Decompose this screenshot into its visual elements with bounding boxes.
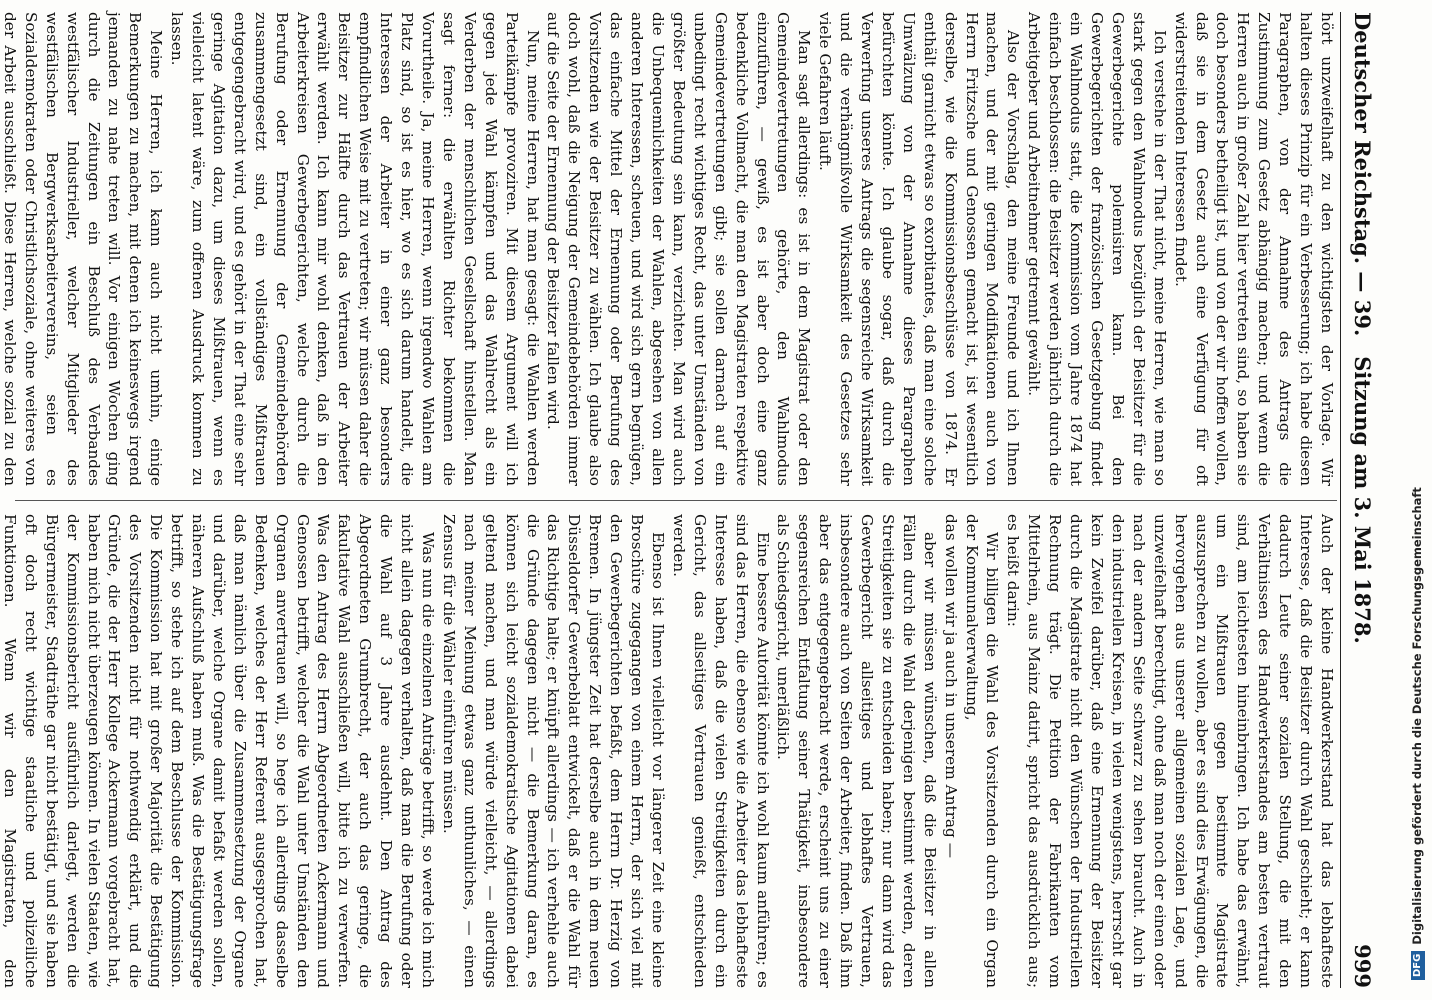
- right-interjection: das wollen wir ja auch in unserem Antrag —: [941, 514, 960, 858]
- right-text-column: [0, 514, 1337, 988]
- header-publication: Deutscher Reichstag. — 39.: [1350, 12, 1375, 337]
- right-paragraph: Auch der kleine Handwerkerstand hat das lebhafteste Interesse, daß die Beisitzer durch Wahl geschieht; er kann dadurch Leute seiner sozialen Stellung, die mit den Verhältnissen des Handwerkerstandes am besten vertraut sind, am leichtesten hineinbringen. Ich habe das erwähnt, um ein Mißtrauen gegen bestimmte Magistrate auszusprechen zu wollen, aber es sind dies Erwägungen, die hervorgehen aus unserer allgemeinen sozialen Lage, und unzweifelhaft berechtigt, ohne daß man noch der einen oder nach der andern Seite schwarz zu sehen braucht. Auch in den industriellen Kreisen, in vielen wenigstens, herrscht gar kein Zweifel darüber, daß eine Ernennung der Beisitzer durch die Magistrate nicht den Wünschen der Industriellen Rechnung trägt. Die Petition der Fabrikanten vom Mittelrhein, aus Mainz datirt, spricht das ausdrücklich aus; es heißt darin:: [1004, 514, 1336, 988]
- right-paragraph: Eine bessere Autorität könnte ich wohl kaum anführen; es sind das Herren, die ebenso wie die Arbeiter das lebhafteste Interesse haben, daß die vielen Streitigkeiten durch ein Gericht, das allseitiges Vertrauen genießt, entschieden werden.: [669, 514, 772, 988]
- right-quote: aber wir müssen wünschen, daß die Beisitzer in allen Fällen durch die Wahl derjenigen bestimmt werden, deren Streitigkeiten sie zu entscheiden haben; nur dann wird das Gewerbegericht allseitiges und lebhaftes Vertrauen, insbesondere auch von Seiten der Arbeiter, finden. Daß ihm aber das entgegengebracht werde, erscheint uns zu einer segensreichen Entfaltung seiner Thätigkeit, insbesondere als Schiedsgericht, unerläßlich.: [774, 514, 939, 988]
- right-paragraph: Ebenso ist Ihnen vielleicht vor längerer Zeit eine kleine Broschüre zugegangen von einem Herrn, der sich viel mit den Gewerbegerichten befaßt, dem Herrn Dr. Herzig von Bremen. In jüngster Zeit hat derselbe auch in dem neuen Düsseldorfer Gewerbeblatt entwickelt, daß er die Wahl für das Richtige halte; er knüpft allerdings — ich verhehle auch die Gründe dagegen nicht — die Bemerkung daran, es können sich leicht sozialdemokratische Agitationen dabei geltend machen, und man würde vielleicht, — allerdings nach meiner Meinung etwas ganz unthunliches, — einen Zensus für die Wähler einführen müssen.: [439, 514, 667, 988]
- right-paragraph: Was nun die einzelnen Anträge betrifft, so werde ich mich nicht allein dagegen verhalten, daß man die Berufung oder die Wahl auf 3 Jahre ausdehnt. Den Antrag des Abgeordneten Grumbrecht, der auch das geringe, die fakultative Wahl ausschließen will, bitte ich zu verwerfen. Was den Antrag des Herrn Abgeordneten Ackermann und Genossen betrifft, welcher die Wahl unter Umständen den Organen anvertrauen will, so hege ich allerdings dasselbe Bedenken, welches der Herr Referent ausgesprochen hat, daß man nämlich über die Zusammensetzung der Organe und darüber, welche Organe damit befaßt werden sollen, näheren Aufschluß haben muß. Was die Bestätigungsfrage betrifft, so stehe ich auf dem Beschlusse der Kommission. Die Kommission hat mit großer Majorität die Bestätigung des Vorsitzenden nicht für nothwendig erklärt, und die Gründe, die der Herr Kollege Ackermann vorgebracht hat, haben mich nicht überzeugen können. In vielen Staaten, wie der Kommissionsbericht ausführlich darlegt, werden die Bürgermeister, Stadträthe gar nicht bestätigt, und sie haben oft doch recht wichtige staatliche und polizeiliche Funktionen. Wenn wir den Magistraten, den: [0, 514, 438, 988]
- digitization-credit: [1404, 20, 1430, 980]
- left-paragraph: Man sagt allerdings: es ist in dem Magistrat oder den Gemeindevertretungen gehörte, den Wahlmodus einzuführen, — gewiß, es ist aber doch eine ganz bedenkliche Vollmacht, die man den Magistraten respektive Gemeindevertretungen gibt; sie sollen darnach auf ein unbedingt recht wichtiges Recht, das unter Umständen von größter Bedeutung sein kann, verzichten. Man wird auch die Unbequemlichkeiten der Wahlen, abgesehen von allen anderen Interessen, scheuen, und wird sich gern begnügen, das einfache Mittel der Ernennung oder Berufung des Vorsitzenden wie der Beisitzer zu wählen. Ich glaube also doch wohl, daß die Neigung der Gemeindebehörden immer auf die Seite der Ernennung der Beisitzer fallen wird.: [544, 12, 814, 486]
- left-paragraph: Meine Herren, ich kann auch nicht umhin, einige Bemerkungen zu machen, mit denen ich keineswegs irgend jemanden zu nahe treten will. Vor einigen Wochen ging durch die Zeitungen ein Beschluß des Verbandes westfälischer Industrieller, welcher Mitglieder des westfälischen Bergwerksarbeitervereins, seien es Sozialdemokraten oder Christlichsoziale, ohne weiteres von der Arbeit ausschließt. Diese Herren, welche sozial zu den: [0, 12, 166, 486]
- digitization-credit-text: Digitalisierung gefördert durch die Deutsche Forschungsgemeinschaft: [1410, 487, 1424, 945]
- left-text-column: [0, 12, 1337, 486]
- column-divider: [15, 500, 1337, 501]
- left-paragraph: Ich verstehe in der That nicht, meine Herren, wie man so stark gegen den Wahlmodus bezüglich der Beisitzer für die Gewerbegerichte polemisiren kann. Bei den Gewerbegerichten der französischen Gesetzgebung findet ein Wahlmodus statt, die Kommission vom Jahre 1874 hat einfach beschlossen: die Beisitzer werden jährlich durch die Arbeitgeber und Arbeitnehmer getrennt gewählt.: [1025, 12, 1169, 486]
- page-header: [1340, 12, 1381, 988]
- left-paragraph: Also der Vorschlag, den meine Freunde und ich Ihnen machen, und der mit geringen Modifikationen auch von Herrn Fritzsche und Genossen gemacht ist, ist wesentlich derselbe, wie die Kommissionsbeschlüsse von 1874. Er enthält garnicht etwas so exorbitantes, daß man eine solche Umwälzung von der Annahme dieses Paragraphen befürchten könnte. Ich glaube sogar, daß durch die Verwerfung unseres Antrags die segensreiche Wirksamkeit und die verhängnißvolle Wirksamkeit des Gesetzes sehr viele Gefahren läuft.: [816, 12, 1023, 486]
- digitization-credit-strip: [1404, 20, 1430, 980]
- dfg-logo: DFG: [1411, 951, 1425, 980]
- left-paragraph: hört unzweifelhaft zu den wichtigsten der Vorlage. Wir halten dieses Prinzip für ein Verbesserung; ich habe diesen Paragraphen, von der Annahme des Antrags die Zustimmung zum Gesetz abhängig machen; und wenn die Herren auch in großer Zahl hier vertreten sind, so haben sie doch besonders betheiligt ist, und von der wir hoffen wollen, daß sie in dem Gesetz auch eine Verfügung für oft widerstreitenden Interessen findet.: [1171, 12, 1336, 486]
- header-session-date: Sitzung am 3. Mai 1878.: [1350, 356, 1375, 644]
- right-quote: Wir billigen die Wahl des Vorsitzenden durch ein Organ der Kommunalverwaltung,: [962, 514, 1002, 988]
- left-paragraph: Nun, meine Herren, hat man gesagt: die Wahlen werden Parteikämpfe provoziren. Mit diesem Argument will ich gegen jede Wahl kämpfen und das Wahlrecht als ein Verderben der menschlichen Gesellschaft hinstellen. Man sagt ferner: die erwählten Richter bekommen die Vorurtheile. Ja, meine Herren, wenn irgendwo Wahlen am Platz sind, so ist es hier, wo es sich darum handelt, die Interessen der Arbeiter in einer ganz besonders empfindlichen Weise mit zu vertreten; wir müssen daher die Beisitzer zur Hälfte durch das Vertrauen der Arbeiter erwählt werden. Ich kann mir wohl denken, daß in den Arbeiterkreisen Gewerbegerichten, welche durch die Berufung oder Ernennung der Gemeindebehörden zusammengesetzt sind, ein vollständiges Mißtrauen entgegengebracht wird, und es gehört in der That eine sehr geringe Agitation dazu, um dieses Mißtrauen, wenn es vielleicht latent wäre, zum offenen Ausdruck kommen zu lassen.: [168, 12, 542, 486]
- header-page-number: 999: [1350, 944, 1375, 988]
